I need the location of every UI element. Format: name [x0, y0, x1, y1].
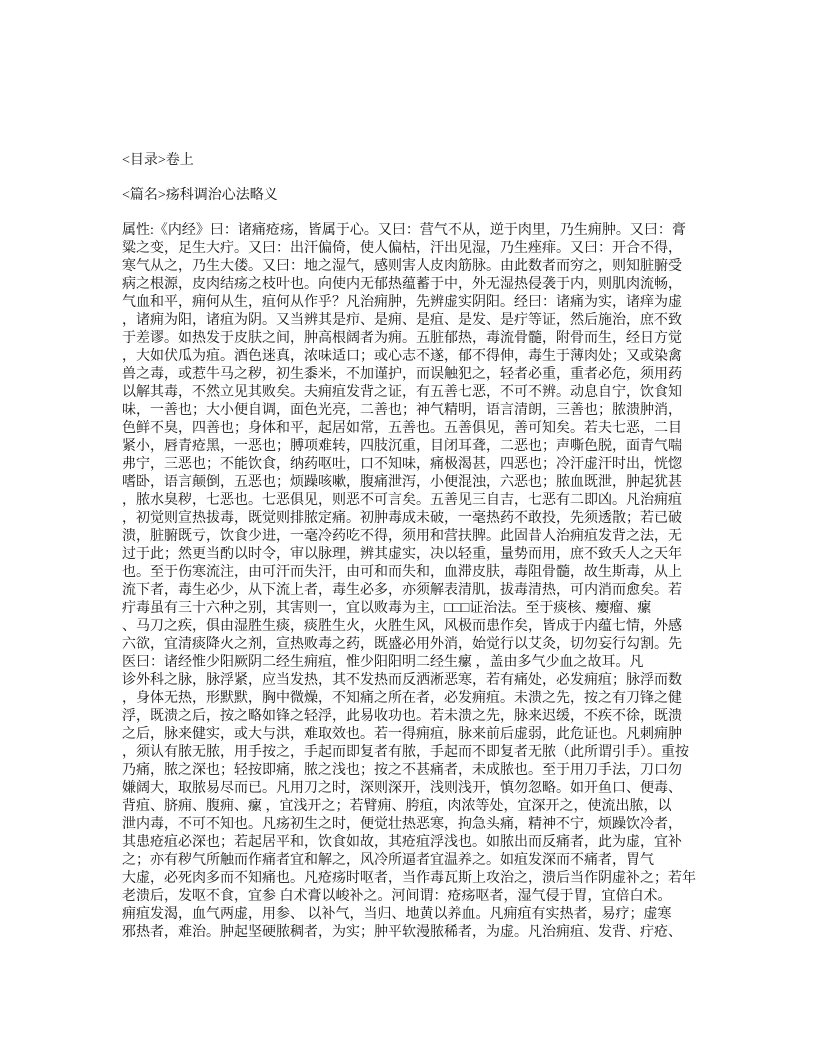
- text-line: 其患疮疽必深也；若起居平和，饮食如故，其疮疽浮浅也。如脓出而反痛者，此为虚，宜补: [122, 835, 682, 850]
- text-line: 疔毒虽有三十六种之别，其害则一，宜以败毒为主，□□□证治法。至于痰核、瘿瘤、瘰: [122, 601, 652, 616]
- text-line: ，脓水臭秽，七恶也。七恶俱见，则恶不可言矣。五善见三自吉，七恶有二即凶。凡治痈疽: [122, 493, 682, 508]
- text-line: 色鲜不臭，四善也；身体和平，起居如常，五善也。五善俱见，善可知矣。若夫七恶，二目: [122, 421, 682, 436]
- text-line: 兽之毒，或惹牛马之秽，初生黍米，不加谨护，而误触犯之，轻者必重，重者必危，须用药: [122, 367, 682, 382]
- text-line: 诊外科之脉，脉浮紧，应当发热，其不发热而反洒淅恶寒，若有痛处，必发痈疽；脉浮而数: [122, 673, 682, 688]
- text-line: 医曰：诸经惟少阳厥阴二经生痈疽，惟少阳阳明二经生瘰 ，盖由多气少血之故耳。凡: [122, 655, 644, 670]
- text-line: 病之根源，皮肉结疡之枝叶也。向使内无郁热蕴蓄于中，外无湿热侵袭于内，则肌肉流畅，: [122, 277, 682, 292]
- toc-heading: [122, 152, 194, 170]
- text-line: 嫌阔大，取脓易尽而已。凡用刀之时，深则深开，浅则浅开，慎勿忽略。如开鱼口、便毒、: [122, 781, 682, 796]
- text-line: 邪热者，难治。肿起坚硬脓稠者，为实；肿平软漫脓稀者，为虚。凡治痈疽、发背、疔疮、: [122, 925, 682, 940]
- text-line: 浮，既溃之后，按之略如锋之轻浮，此易收功也。若未溃之先，脉来迟缓，不疾不徐，既溃: [122, 709, 682, 724]
- body-label: 属性:: [122, 223, 154, 238]
- text-line: 过于此；然更当酌以时令，审以脉理，辨其虚实，决以轻重，量势而用，庶不致夭人之天年: [122, 547, 682, 562]
- text-line: ，大如伏瓜为疽。酒色迷真，浓味适口；或心志不遂，郁不得伸，毒生于薄肉处；又或染禽: [122, 349, 682, 364]
- text-line: 以解其毒，不然立见其败矣。夫痈疽发背之证，有五善七恶，不可不辨。动息自宁，饮食知: [122, 385, 682, 400]
- text-line: ，初觉则宣热拔毒，既觉则排脓定痛。初肿毒成未破，一毫热药不敢投，先须透散；若已破: [122, 511, 682, 526]
- text-line: 六欲，宜清痰降火之剂，宣热败毒之药，既盛必用外消，始觉行以艾灸，切勿妄行勾割。先: [122, 637, 682, 652]
- chapter-heading: [122, 187, 278, 205]
- text-line: 弗宁，三恶也；不能饮食，纳药呕吐，口不知味，痛极渴甚，四恶也；冷汗虚汗时出，恍惚: [122, 457, 682, 472]
- text-line: 粱之变，足生大疔。又曰：出汗偏倚，使人偏枯，汗出见湿，乃生痤痱。又曰：开合不得，: [122, 241, 682, 256]
- text-line: 痈疽发渴，血气两虚，用参、 以补气，当归、地黄以养血。凡痈疽有实热者，易疗；虚寒: [122, 907, 672, 922]
- text-line: 溃，脏腑既亏，饮食少进，一毫冷药吃不得，须用和营扶脾。此固昔人治痈疽发背之法，无: [122, 529, 682, 544]
- text-line: ，诸痈为阳，诸疽为阴。又当辨其是疖、是痈、是疽、是发、是疔等证，然后施治，庶不致: [122, 313, 682, 328]
- text-line: 之后，脉来健实，或大与洪，难取效也。若一得痈疽，脉来前后虚弱，此危证也。凡刺痈肿: [122, 727, 682, 742]
- text-line: 紧小，唇青疮黑，一恶也；膊项难转，四肢沉重，目闭耳聋，二恶也；声嘶色脱，面青气喘: [122, 439, 682, 454]
- text-line: 、马刀之疾，俱由湿胜生痰，痰胜生火，火胜生风，风极而患作矣，皆成于内蕴七情，外感: [122, 619, 682, 634]
- chapter-title: 疡科调治心法略义: [165, 188, 278, 203]
- text-line: 属性:《内经》曰：诸痛疮疡，皆属于心。又曰：营气不从，逆于肉里，乃生痈肿。又曰：膏: [122, 223, 686, 238]
- text-line: 乃痛，脓之深也；轻按即痛，脓之浅也；按之不甚痛者，未成脓也。至于用刀手法，刀口勿: [122, 763, 682, 778]
- text-line: 流下者，毒生必少，从下流上者，毒生必多，亦须解表清肌，拔毒清热，可内消而愈矣。若: [122, 583, 682, 598]
- text-line: 老溃后，发呕不食，宜参 白术膏以峻补之。河间谓：疮疡呕者，湿气侵于胃，宜倍白术。: [122, 889, 672, 904]
- text-line: 大虚，必死肉多而不知痛也。凡疮疡时呕者，当作毒瓦斯上攻治之，溃后当作阴虚补之；若年: [122, 871, 696, 886]
- text-line: 嗜卧，语言颠倒，五恶也；烦躁咳嗽，腹痛泄泻，小便混浊，六恶也；脓血既泄，肿起犹甚: [122, 475, 682, 490]
- body-text: [122, 222, 696, 942]
- text-line: 味，一善也；大小便自调，面色光亮，二善也；神气精明，语言清朗，三善也；脓溃肿消，: [122, 403, 682, 418]
- text-line: ，须认有脓无脓，用手按之，手起而即复者有脓，手起而不即复者无脓（此所谓引手）。重按: [122, 745, 689, 760]
- toc-label: <目录>: [122, 153, 166, 168]
- text-line: 背疽、脐痈、腹痈、瘰 ，宜浅开之；若臂痈、胯疽，肉浓等处，宜深开之，使流出脓，以: [122, 799, 672, 814]
- text-line: 泄内毒，不可不知也。凡疡初生之时，便觉壮热恶寒，拘急头痛，精神不宁，烦躁饮冷者，: [122, 817, 682, 832]
- text-line: ，身体无热，形默默，胸中微燥，不知痛之所在者，必发痈疽。未溃之先，按之有刀锋之健: [122, 691, 682, 706]
- text-line: 也。至于伤寒流注，由可汗而失汗，由可和而失和，血滞皮肤，毒阻骨髓，故生斯毒，从上: [122, 565, 682, 580]
- text-line: 之；亦有秽气所触而作痛者宜和解之，风冷所逼者宜温养之。如疽发深而不痛者，胃气: [122, 853, 654, 868]
- text-line: 于差谬。如热发于皮肤之间，肿高根阔者为痈。五脏郁热，毒流骨髓，附骨而生，经日方觉: [122, 331, 682, 346]
- text-line: 气血和平，痈何从生，疽何从作乎？凡治痈肿，先辨虚实阴阳。经曰：诸痛为实，诸痒为虚: [122, 295, 682, 310]
- text-line: 寒气从之，乃生大偻。又曰：地之湿气，感则害人皮肉筋脉。由此数者而穷之，则知脏腑受: [122, 259, 682, 274]
- toc-value: 卷上: [165, 153, 194, 168]
- chapter-label: <篇名>: [122, 188, 166, 203]
